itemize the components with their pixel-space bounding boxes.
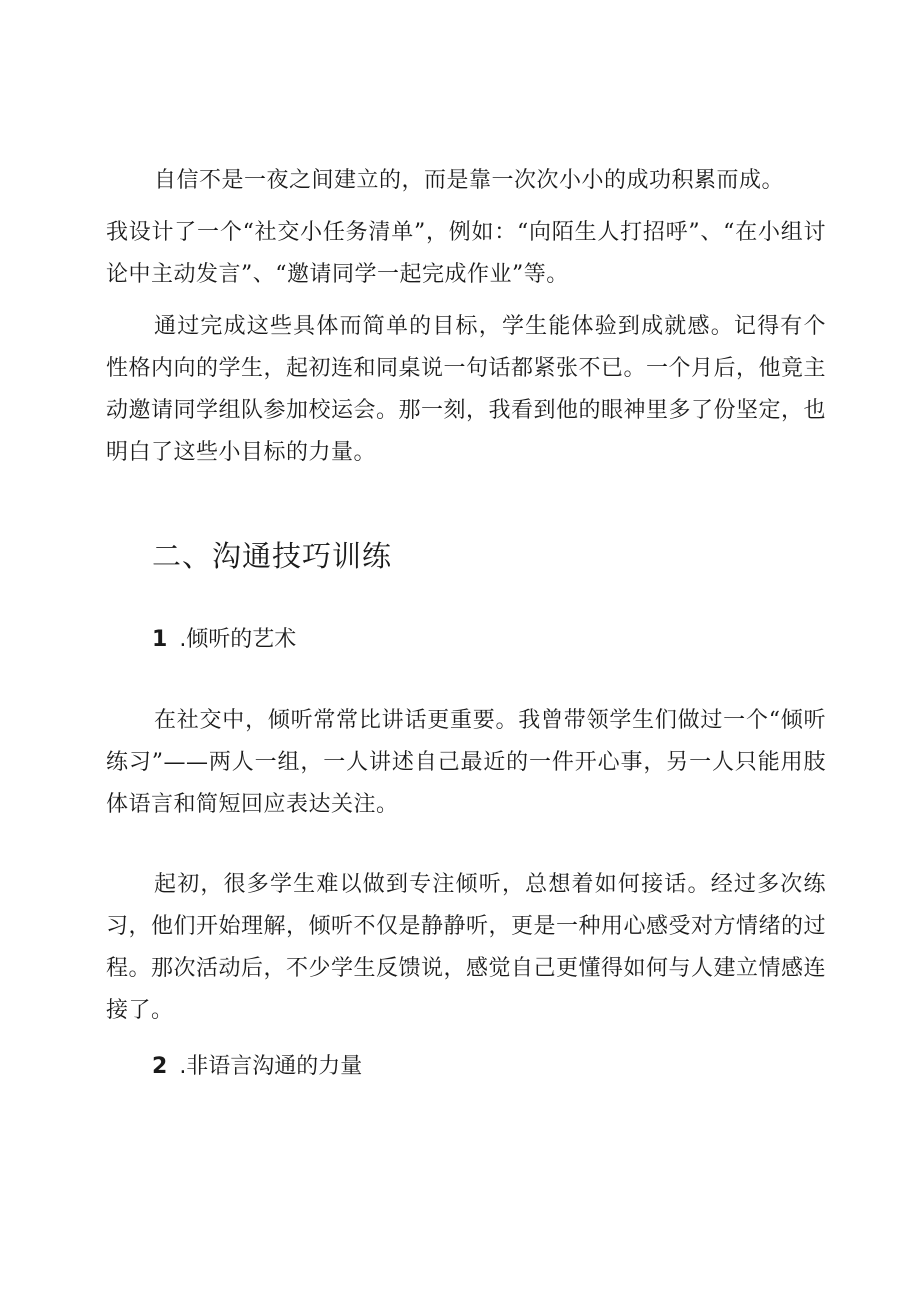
paragraph-confidence: 自信不是一夜之间建立的，而是靠一次次小小的成功积累而成。: [154, 168, 785, 193]
subheading-nonverbal: [152, 1050, 362, 1084]
subheading-title: .倾听的艺术: [179, 627, 297, 652]
subheading-title: .非语言沟通的力量: [179, 1054, 363, 1079]
paragraph-small-goals: 通过完成这些具体而简单的目标，学生能体验到成就感。记得有个性格内向的学生，起初连和同桌说一句话都紧张不已。一个月后，他竟主动邀请同学组队参加校运会。那一刻，我看到他的眼神里多了份坚定，也明白了这些小目标的力量。: [106, 314, 827, 465]
paragraph-listening-exercise: 在社交中，倾听常常比讲话更重要。我曾带领学生们做过一个“倾听练习”——两人一组，一人讲述自己最近的一件开心事，另一人只能用肢体语言和简短回应表达关注。: [106, 708, 826, 817]
subheading-listening: [152, 623, 296, 657]
subheading-number: 2: [152, 1054, 168, 1079]
section-heading-communication: 二、沟通技巧训练: [152, 539, 393, 573]
subheading-number: 1: [152, 627, 168, 652]
paragraph-task-list: 我设计了一个“社交小任务清单”，例如：“向陌生人打招呼”、“在小组讨论中主动发言”、“邀请同学一起完成作业”等。: [106, 220, 826, 287]
paragraph-listening-result: 起初，很多学生难以做到专注倾听，总想着如何接话。经过多次练习，他们开始理解，倾听不仅是静静听，更是一种用心感受对方情绪的过程。那次活动后，不少学生反馈说，感觉自己更懂得如何与人建立情感连接了。: [106, 872, 827, 1023]
